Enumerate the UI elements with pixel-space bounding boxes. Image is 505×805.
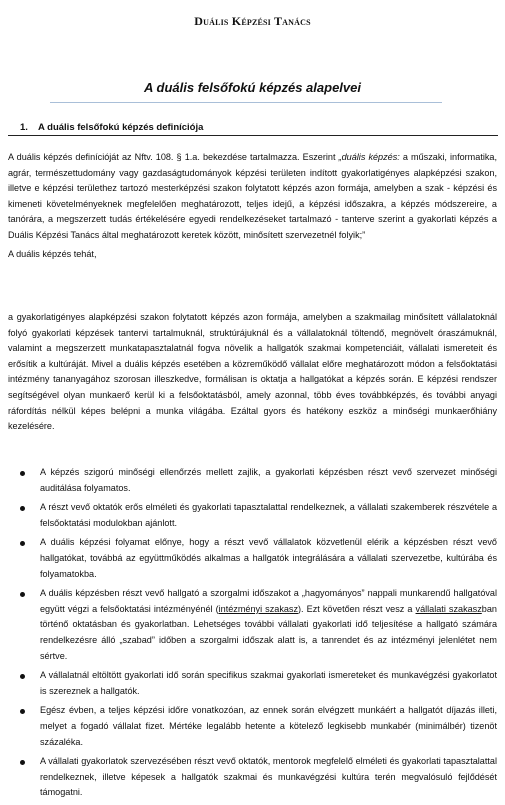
list-item [8, 465, 497, 496]
bullet-icon [20, 709, 25, 714]
section-heading [8, 120, 498, 136]
bullet-icon [20, 760, 25, 765]
section-number: 1. [20, 122, 28, 133]
principles-list [8, 465, 497, 805]
organization-header: Duális Képzési Tanács [194, 14, 311, 28]
list-item-text-c: ban történő oktatásban és gyakorlatban. Lehetséges további vállalati gyakorlati idő teljesítése a hallgató számára rendelkezésre álló „szabad” időben a szorgalmi időszak alatt is, a tanrendet és az intézményi jelenlétet nem sértve. [40, 603, 497, 661]
bullet-icon [20, 592, 25, 597]
list-item [8, 668, 497, 699]
bullet-icon [20, 506, 25, 511]
institutional-phase-term: intézményi szakasz [218, 603, 299, 614]
summary-paragraph: a gyakorlatigényes alapképzési szakon folytatott képzés azon formája, amelyben a szakmailag minősített vállalatoknál folyó gyakorlati képzések tantervi tartalmuknál, struktúrájuknál és a vállalatoknál töltendő, megnövelt óraszámuknál, valamint a megszerzett munkatapasztalatnál fogva növelik a hallgatók szakmai kompetenciáit, vállalati ismereteit és erősítik a kultúráját. Mivel a duális képzés esetében a közreműködő vállalat előre meghatározott módon a felsőoktatási intézmény tananyagához szorosan illeszkedve, formálisan is oktatja a hallgatókat a képzés során. E képzési rendszer segítségével olyan munkaerő kerül ki a felsőoktatásból, amely azonnal, több éves továbbképzés, és további anyagi ráfordítás nélkül képes belépni a munka világába. Ezáltal gyors és hatékony eszköz a minőségi munkaerőhiány kezelésére. [8, 312, 497, 432]
list-item-text: A részt vevő oktatók erős elméleti és gyakorlati tapasztalattal rendelkeznek, a vállalati szakemberek részvétele a felsőoktatási modulokban ajánlott. [40, 502, 497, 528]
list-item-text: Egész évben, a teljes képzési időre vonatkozóan, az ennek során elvégzett munkáért a hallgatót díjazás illeti, melyet a fogadó vállalat fizet. Mértéke legalább hetente a kötelező legkisebb munkabér (minimálbér) tizenöt százaléka. [40, 705, 497, 747]
bullet-icon [20, 541, 25, 546]
document-title: A duális felsőfokú képzés alapelvei [144, 80, 361, 95]
list-item [8, 500, 497, 531]
list-item-text: A képzés szigorú minőségi ellenőrzés mellett zajlik, a gyakorlati képzésben részt vevő szervezet minőségi auditálása folyamatos. [40, 467, 497, 493]
bullet-icon [20, 471, 25, 476]
list-item [8, 754, 497, 801]
list-item-text: A vállalati gyakorlatok szervezésében részt vevő oktatók, mentorok megfelelő elméleti és gyakorlati tapasztalattal rendelkeznek, illetve képesek a hallgatók szakmai és munkavégzési kultúra terén megvalósuló fejlődését támogatni. [40, 756, 497, 798]
title-underline [50, 102, 442, 103]
list-item-text: A duális képzési folyamat előnye, hogy a részt vevő vállalatok közvetlenül elérik a képzésben részt vevő hallgatókat, továbbá az együttműködés alkalmas a hallgatók integrálására a vállalati szervezetbe, kultúrába és folyamatokba. [40, 537, 497, 579]
list-item-text-b: ). Ezt követően részt vesz a [298, 603, 416, 614]
bullet-icon [20, 674, 25, 679]
list-item [8, 586, 497, 664]
list-item-text-a: A duális képzésben részt vevő hallgató a szorgalmi időszakot a „hagyományos” nappali munkarendű hallgatóval együtt végzi a felsőoktatási intézményénél ( [40, 588, 497, 614]
company-phase-term: vállalati szakasz [415, 603, 482, 614]
definition-paragraph [8, 150, 497, 244]
definition-term: „duális képzés: [338, 152, 400, 162]
list-item [8, 703, 497, 750]
list-item [8, 535, 497, 582]
summary-lead: A duális képzés tehát, [8, 249, 97, 259]
list-item-text: A vállalatnál eltöltött gyakorlati idő során specifikus szakmai gyakorlati ismereteket és munkavégzési gyakorlatot is szereznek a hallgatók. [40, 670, 497, 696]
definition-intro: A duális képzés definícióját az Nftv. 108. § 1.a. bekezdése tartalmazza. Eszerint [8, 152, 339, 162]
section-title: A duális felsőfokú képzés definíciója [38, 122, 204, 133]
definition-body: a műszaki, informatika, agrár, természettudomány vagy gazdaságtudományok képzési területen indított gyakorlatigényes alapképzési szakon, illetve e képzési területhez tartozó mesterképzési szakon folytatott képzés azon formája, amelyben a szak - képzési és kimeneti követelményeknek megfelelően meghatározott, teljes idejű, a képzési időszakra, a képzés módszereire, a tanórára, a megszerzett tudás értékelésére egyedi rendelkezéseket tartalmazó - tanterve szerint a gyakorlati képzés a Duális Képzési Tanács által meghatározott keretek között, minősített szervezetnél folyik;” [8, 152, 497, 240]
